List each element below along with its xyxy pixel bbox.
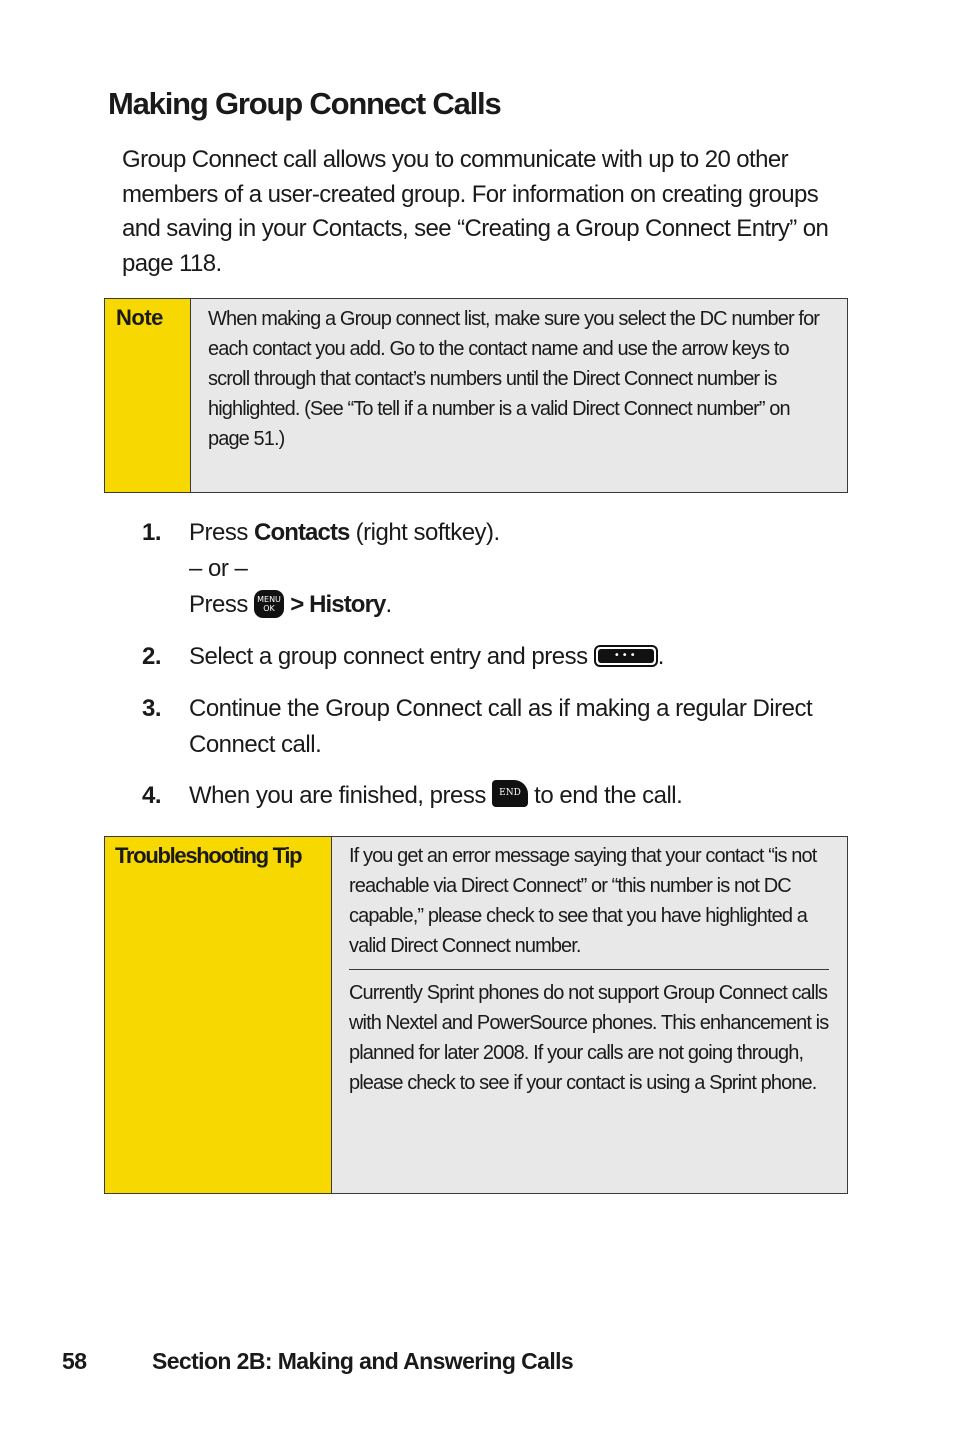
step-text: . [385, 591, 392, 618]
troubleshooting-tip-box [104, 836, 848, 1194]
menu-key-line-2: OK [263, 603, 275, 613]
end-key-icon: END [492, 780, 528, 807]
note-box [104, 298, 848, 493]
step-number: 3. [142, 695, 162, 722]
or-separator: – or – [189, 555, 248, 582]
intro-paragraph: Group Connect call allows you to communicate with up to 20 other members of a user-created group. For information on creating groups and saving in your Contacts, see “Creating a Group Connect Entry” on page 118. [122, 146, 829, 277]
tip-paragraph-1: If you get an error message saying that your contact “is not reachable via Direct Connect” or “this number is not DC capable,” please check to see that you have highlighted a valid Direct Connect number. [349, 841, 829, 970]
step-number: 2. [142, 643, 162, 670]
step-number: 4. [142, 782, 162, 809]
step-text: to end the call. [528, 782, 683, 809]
step-text: When you are finished, press [189, 782, 492, 809]
step-text: Press [189, 591, 255, 618]
menu-key-line-1: MENU [257, 594, 281, 604]
step-text: (right softkey). [349, 519, 500, 546]
note-label: Note [105, 299, 191, 492]
step-body [189, 778, 849, 814]
step-text: Press [189, 519, 255, 546]
center-softkey-icon [594, 645, 658, 667]
section-title: Section 2B: Making and Answering Calls [152, 1348, 574, 1374]
page-footer [62, 1348, 573, 1375]
step-text: Select a group connect entry and press [189, 643, 594, 670]
softkey-dots: ••• [598, 649, 654, 663]
tip-content [332, 837, 847, 1193]
step-body: Continue the Group Connect call as if making a regular Direct Connect call. [189, 695, 813, 758]
step-body [189, 515, 849, 623]
history-menu-label: > History [290, 591, 386, 618]
step-1-line-3 [189, 587, 849, 623]
menu-ok-key-icon [254, 590, 284, 618]
tip-paragraph-2: Currently Sprint phones do not support Group Connect calls with Nextel and PowerSource phones. This enhancement is planned for later 2008. If your calls are not going through, please check to see if your contact is using a Sprint phone. [349, 982, 829, 1094]
step-1-line-1 [189, 515, 849, 551]
step-number: 1. [142, 519, 162, 546]
contacts-softkey-label: Contacts [254, 519, 350, 546]
note-text: When making a Group connect list, make sure you select the DC number for each contact you add. Go to the contact name and use the arrow keys to scroll through that contact’s numbers until the Direct Connect number is highlighted. (See “To tell if a number is a valid Direct Connect number” on page 51.) [191, 299, 847, 492]
page-number: 58 [62, 1348, 87, 1374]
step-body [189, 639, 849, 675]
tip-label: Troubleshooting Tip [105, 837, 332, 1193]
step-text: . [657, 643, 664, 670]
page-title: Making Group Connect Calls [108, 86, 501, 121]
